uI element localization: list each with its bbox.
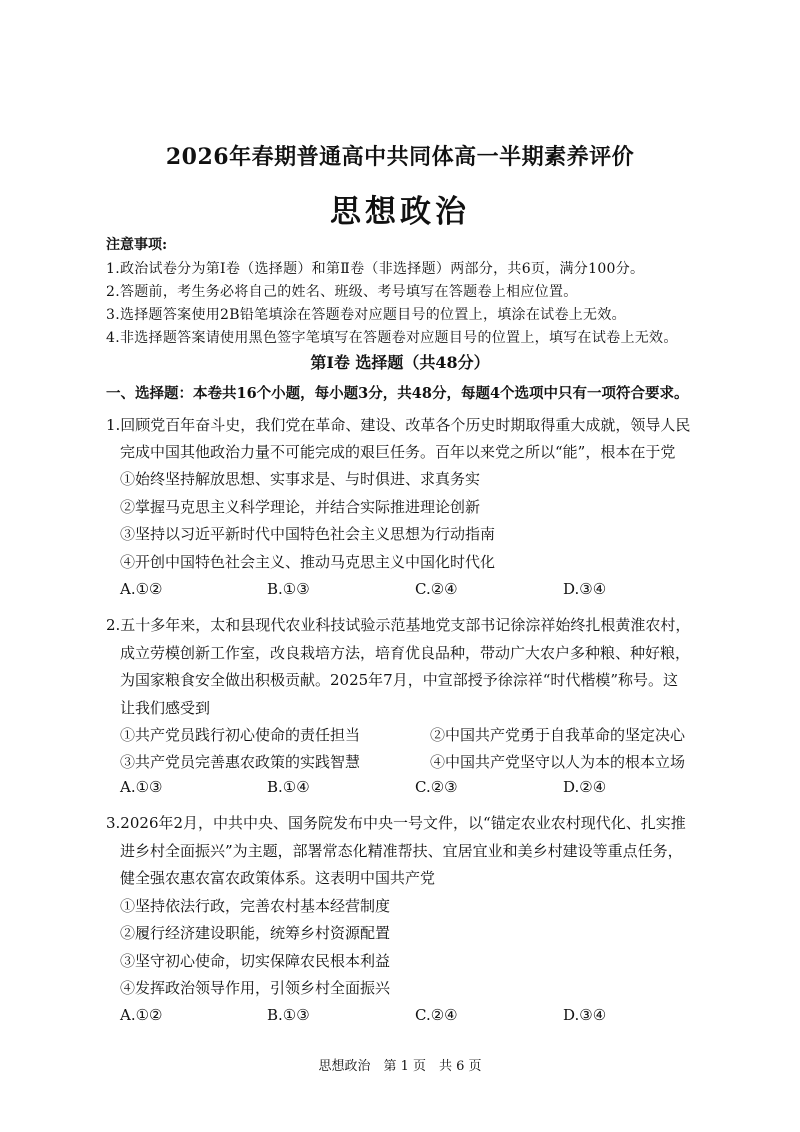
choice-b: B.①④ <box>267 778 310 796</box>
question-stem-line: 3.2026年2月，中共中央、国务院发布中央一号文件，以“锚定农业农村现代化、扎实推 <box>106 814 686 832</box>
choice-a: A.①② <box>120 1006 163 1024</box>
choice-a: A.①② <box>120 580 163 598</box>
question-item: ①坚持依法行政，完善农村基本经营制度 <box>120 897 391 915</box>
question-item: ③坚守初心使命，切实保障农民根本利益 <box>120 952 391 970</box>
question-stem-line: 进乡村全面振兴”为主题，部署常态化精准帮扶、宜居宜业和美乡村建设等重点任务， <box>120 842 683 860</box>
question-stem-line: 1.回顾党百年奋斗史，我们党在革命、建设、改革各个历史时期取得重大成就，领导人民 <box>106 416 691 434</box>
note-item: 1.政治试卷分为第Ⅰ卷（选择题）和第Ⅱ卷（非选择题）两部分，共6页，满分100分。 <box>106 261 645 277</box>
question-stem-line: 健全强农惠农富农政策体系。这表明中国共产党 <box>120 869 436 887</box>
question-item: ④发挥政治领导作用，引领乡村全面振兴 <box>120 979 391 997</box>
question-item: ②掌握马克思主义科学理论，并结合实际推进理论创新 <box>120 498 481 516</box>
section-instruction: 一、选择题：本卷共16个小题，每小题3分，共48分，每题4个选项中只有一项符合要求。 <box>106 385 689 402</box>
question-item: ③坚持以习近平新时代中国特色社会主义思想为行动指南 <box>120 525 496 543</box>
choice-d: D.③④ <box>563 580 607 598</box>
question-stem-line: 为国家粮食安全做出积极贡献。2025年7月，中宣部授予徐淙祥“时代楷模”称号。这 <box>120 671 679 689</box>
section-title: 第Ⅰ卷 选择题（共48分） <box>310 353 490 372</box>
question-item: ②履行经济建设职能，统筹乡村资源配置 <box>120 924 391 942</box>
note-item: 2.答题前，考生务必将自己的姓名、班级、考号填写在答题卷上相应位置。 <box>106 284 578 300</box>
choice-c: C.②④ <box>415 580 458 598</box>
notes-heading: 注意事项: <box>106 237 168 253</box>
question-item: ①共产党员践行初心使命的责任担当 <box>120 726 361 744</box>
exam-title: 2026年春期普通高中共同体高一半期素养评价 <box>165 144 635 170</box>
choice-b: B.①③ <box>267 1006 310 1024</box>
choice-c: C.②④ <box>415 1006 458 1024</box>
question-item: ③共产党员完善惠农政策的实践智慧 <box>120 753 361 771</box>
page-footer: 思想政治 第 1 页 共 6 页 <box>318 1059 482 1074</box>
question-stem-line: 成立劳模创新工作室，改良栽培方法，培育优良品种，带动广大农户多种粮、种好粮， <box>120 644 691 662</box>
question-stem-line: 完成中国其他政治力量不可能完成的艰巨任务。百年以来党之所以“能”，根本在于党 <box>120 443 676 461</box>
question-item: ④中国共产党坚守以人为本的根本立场 <box>430 753 686 771</box>
question-item: ①始终坚持解放思想、实事求是、与时俱进、求真务实 <box>120 470 481 488</box>
question-item: ④开创中国特色社会主义、推动马克思主义中国化时代化 <box>120 553 496 571</box>
subject-title: 思想政治 <box>330 194 470 230</box>
choice-d: D.②④ <box>563 778 607 796</box>
choice-c: C.②③ <box>415 778 458 796</box>
question-stem-line: 2.五十多年来，太和县现代农业科技试验示范基地党支部书记徐淙祥始终扎根黄淮农村， <box>106 616 691 634</box>
choice-d: D.③④ <box>563 1006 607 1024</box>
note-item: 4.非选择题答案请使用黑色签字笔填写在答题卷对应题目号的位置上，填写在试卷上无效。 <box>106 330 678 346</box>
choice-b: B.①③ <box>267 580 310 598</box>
choice-a: A.①③ <box>120 778 163 796</box>
question-item: ②中国共产党勇于自我革命的坚定决心 <box>430 726 686 744</box>
question-stem-line: 让我们感受到 <box>120 699 211 717</box>
note-item: 3.选择题答案使用2B铅笔填涂在答题卷对应题目号的位置上，填涂在试卷上无效。 <box>106 307 626 323</box>
